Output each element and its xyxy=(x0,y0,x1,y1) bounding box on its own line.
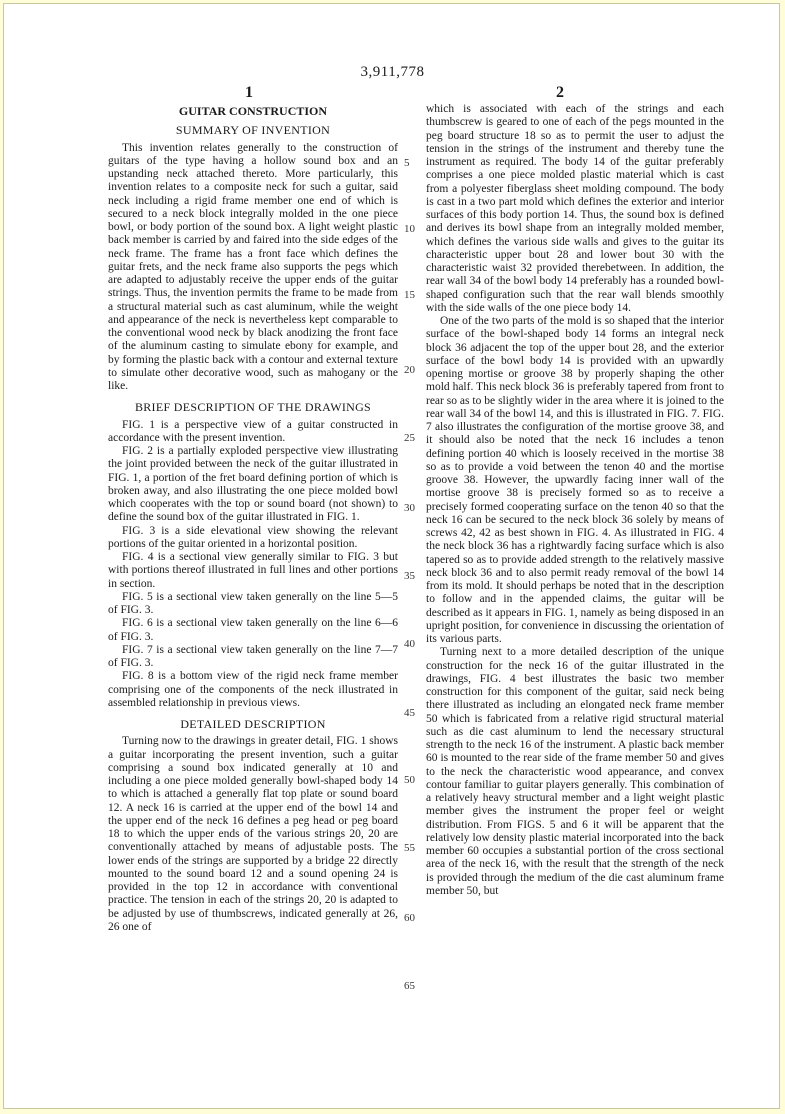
line-number: 5 xyxy=(404,157,410,169)
line-number: 45 xyxy=(404,707,415,719)
line-number: 15 xyxy=(404,289,415,301)
fig-description: FIG. 1 is a perspective view of a guitar constructed in accordance with the present invention. xyxy=(108,418,398,444)
line-number: 50 xyxy=(404,774,415,786)
column-number-right: 2 xyxy=(556,84,564,101)
fig-description: FIG. 6 is a sectional view taken generally on the line 6—6 of FIG. 3. xyxy=(108,617,398,643)
fig-description: FIG. 2 is a partially exploded perspective view illustrating the joint provided between the neck of the guitar illustrated in FIG. 1, a portion of the fret board defining portion of which is broken away, and also illustrating the one piece molded bowl which cooperates with the top or sound board (not shown) to define the sound box of the guitar illustrated in FIG. 1. xyxy=(108,445,398,524)
line-number: 10 xyxy=(404,223,415,235)
fig-description: FIG. 5 is a sectional view taken generally on the line 5—5 of FIG. 3. xyxy=(108,590,398,616)
right-column xyxy=(426,103,724,898)
line-number: 60 xyxy=(404,912,415,924)
left-column xyxy=(108,99,398,934)
fig-description: FIG. 7 is a sectional view taken generally on the line 7—7 of FIG. 3. xyxy=(108,643,398,669)
line-number: 20 xyxy=(404,364,415,376)
fig-description: FIG. 4 is a sectional view generally similar to FIG. 3 but with portions thereof illustrated in full lines and other portions in section. xyxy=(108,551,398,590)
line-number: 35 xyxy=(404,570,415,582)
patent-number: 3,911,778 xyxy=(360,64,425,80)
body-paragraph: Turning next to a more detailed description of the unique construction for the neck 16 of the guitar illustrated in the drawings, FIG. 4 best illustrates the basic two member construction for this component of the guitar, said neck being there illustrated as including an elongated neck frame member 50 which is fabricated from a relative rigid structural material such as die cast aluminum to lend the necessary structural strength to the neck 16 of the instrument. A plastic back member 60 is mounted to the rear side of the frame member 50 and gives to the neck the characteristic wood appearance, and convex contour familiar to guitar players generally. This combination of a relatively heavy structural member and a light weight plastic member gives the instrument the proper feel or weight distribution. From FIGS. 5 and 6 it will be apparent that the relatively low density plastic material incorporated into the back member 60 occupies a substantial portion of the cross sectional area of the neck 16, with the result that the strength of the neck is provided through the medium of the die cast aluminum frame member 50, but xyxy=(426,646,724,897)
detailed-paragraph: Turning now to the drawings in greater detail, FIG. 1 shows a guitar incorporating the present invention, such a guitar comprising a sound box indicated generally at 10 and including a one piece molded generally bowl-shaped body 14 to which is attached a generally flat top plate or sound board 12. A neck 16 is carried at the upper end of the bowl 14 and the upper end of the neck 16 defines a peg head or peg board 18 to which the upper ends of the various strings 20, 20 are conventionally attached by means of adjustable posts. The lower ends of the strings are supported by a bridge 22 directly mounted to the sound board 12 and a sound opening 24 is provided in the top 12 in accordance with conventional practice. The tension in each of the strings 20, 20 is adapted to be adjusted by use of thumbscrews, indicated generally at 26, 26 one of xyxy=(108,735,398,933)
line-number: 55 xyxy=(404,842,415,854)
body-paragraph: which is associated with each of the strings and each thumbscrew is geared to one of each of the pegs mounted in the peg board structure 18 so as to permit the user to adjust the tension in the strings of the instrument and thereby tune the instrument as required. The body 14 of the guitar preferably comprises a one piece molded plastic material which is cast from a polyester fiberglass sheet molding compound. The body is cast in a two part mold which defines the exterior and interior surfaces of this body portion 14. Thus, the sound box is defined and derives its bowl shape from an integrally molded member, which defines the various side walls and gives to the guitar its characteristic upper bout 28 and lower bout 30 with the characteristic waist 32 provided therebetween. In addition, the rear wall 34 of the bowl body 14 preferably has a rounded bowl-shaped configuration such that the rear wall blends smoothly with the side walls of the one piece body 14. xyxy=(426,103,724,314)
line-number: 65 xyxy=(404,980,415,992)
section-heading-detailed: DETAILED DESCRIPTION xyxy=(180,717,326,731)
column-number-left: 1 xyxy=(245,84,253,101)
fig-description: FIG. 8 is a bottom view of the rigid neck frame member comprising one of the components of the neck illustrated in assembled relationship in previous views. xyxy=(108,670,398,709)
section-heading-brief: BRIEF DESCRIPTION OF THE DRAWINGS xyxy=(134,400,372,415)
section-heading-summary: SUMMARY OF INVENTION xyxy=(175,123,331,138)
body-paragraph: One of the two parts of the mold is so shaped that the interior surface of the bowl-shaped body 14 forms an integral neck block 36 adjacent the top of the upper bout 28, and the exterior surface of the bowl body 14 is provided with an upwardly opening mortise or groove 38 by properly shaping the other mold half. This neck block 36 is preferably tapered from front to rear so as to be slightly wider in the area where it is joined to the rear wall 34 of the bowl 14, and this is illustrated in FIG. 7. FIG. 7 also illustrates the configuration of the mortise groove 38, and it should also be noted that the neck 16 includes a tenon defining portion 40 which is loosely received in the mortise 38 so as to provide a void between the tenon 40 and the mortise groove 38. However, the upwardly facing inner wall of the mortise groove 38 is precisely formed so as to receive a precisely formed cooperating surface on the tenon 40 so that the neck 16 can be secured to the neck block 36 solely by means of screws 42, 42 as best shown in FIG. 4. As illustrated in FIG. 4 the neck block 36 has a rightwardly facing surface which is also tapered so as to provide added strength to the relatively massive neck block 36 and to also permit ready removal of the bowl 14 from its mold. It should perhaps be noted that in the description to follow and in the appended claims, the guitar will be described as it appears in FIG. 1, namely as being disposed in an upright position, for convenience in discussing the orientation of its various parts. xyxy=(426,315,724,645)
line-number: 25 xyxy=(404,432,415,444)
document-title: GUITAR CONSTRUCTION xyxy=(178,104,328,118)
fig-description: FIG. 3 is a side elevational view showing the relevant portions of the guitar oriented in a horizontal position. xyxy=(108,524,398,550)
line-number: 40 xyxy=(404,638,415,650)
summary-paragraph: This invention relates generally to the construction of guitars of the type having a hollow sound box and an upstanding neck attached thereto. More particularly, this invention relates to a composite neck for such a guitar, said neck including a rigid frame member one end of which is secured to a neck block integrally molded in the one piece bowl, or body portion of the sound box. A light weight plastic back member is carried by and faired into the side edges of the neck frame. The frame has a front face which defines the guitar frets, and the neck frame also supports the pegs which are adapted to adjustably receive the upper ends of the guitar strings. Thus, the invention permits the frame to be made from a structural material such as cast aluminum, while the weight and appearance of the neck is nevertheless kept comparable to the conventional wood neck by black anodizing the front face of the aluminum casting to simulate ebony for example, and by forming the plastic back with a contour and external texture to simulate other decorative wood, such as mahogany or the like. xyxy=(108,141,398,392)
line-number: 30 xyxy=(404,502,415,514)
